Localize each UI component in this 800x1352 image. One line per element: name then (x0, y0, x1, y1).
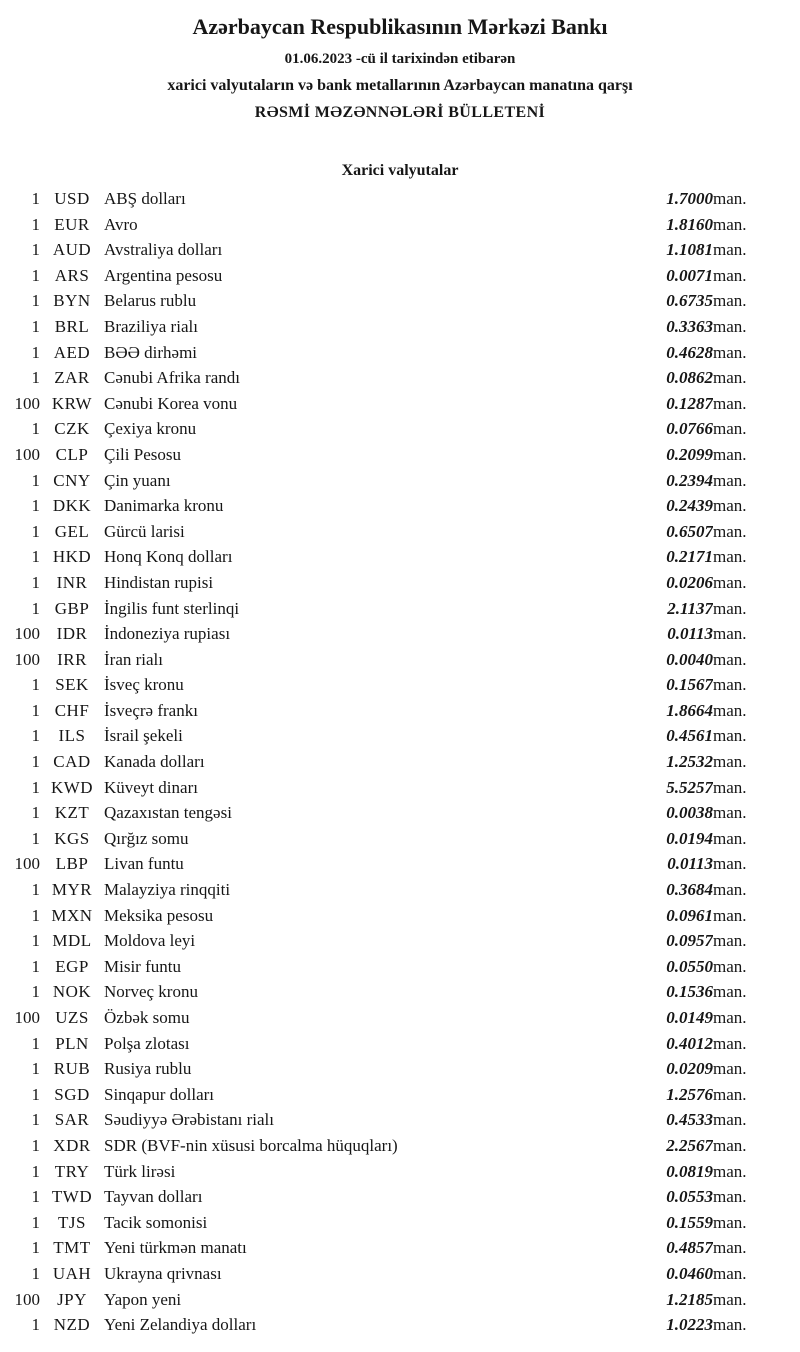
currency-name: İndoneziya rupiası (104, 624, 231, 644)
currency-unit-label: man. (713, 470, 747, 490)
currency-name: Livan funtu (104, 854, 184, 874)
currency-code: SEK (55, 675, 89, 695)
currency-quantity: 1 (31, 1187, 40, 1207)
currency-quantity: 1 (31, 1263, 40, 1283)
currency-quantity: 1 (31, 368, 40, 388)
currency-name: Qırğız somu (104, 828, 189, 848)
currency-unit-label: man. (713, 1059, 747, 1079)
currency-code: NZD (53, 1315, 91, 1335)
currency-rate: 0.6735 (666, 291, 713, 311)
currency-code: TRY (54, 1161, 90, 1181)
currency-name: Avstraliya dolları (104, 240, 223, 260)
currency-rate: 0.2439 (666, 496, 713, 516)
bulletin-subtitle: xarici valyutaların və bank metallarının Azərbaycan manatına qarşı (167, 77, 633, 94)
currency-row-uah (0, 1261, 800, 1287)
currency-name: Tacik somonisi (104, 1212, 208, 1232)
currency-rate: 0.4628 (666, 342, 713, 362)
currency-row-sar (0, 1107, 800, 1133)
currency-code: KWD (50, 777, 94, 797)
currency-row-aed (0, 340, 800, 366)
currency-unit-label: man. (713, 189, 747, 208)
currency-rate: 2.2567 (666, 1135, 713, 1155)
currency-unit-label: man. (713, 265, 747, 285)
currency-name: Norveç kronu (104, 982, 198, 1002)
currency-unit-label: man. (713, 828, 747, 848)
currency-code: PLN (55, 1033, 89, 1053)
currency-quantity: 1 (31, 265, 40, 285)
currency-quantity: 1 (31, 240, 40, 260)
currency-unit-label: man. (713, 905, 747, 925)
currency-row-tmt (0, 1235, 800, 1261)
currency-rate: 0.0957 (666, 931, 713, 951)
currency-code: GEL (54, 521, 90, 541)
currency-name: Türk lirəsi (104, 1161, 176, 1181)
currency-row-idr (0, 621, 800, 647)
currency-row-irr (0, 647, 800, 673)
currency-code: DKK (52, 496, 92, 516)
currency-code: NOK (52, 982, 92, 1002)
currency-code: TWD (51, 1187, 93, 1207)
currency-unit-label: man. (713, 1289, 747, 1309)
currency-quantity: 1 (31, 521, 40, 541)
currency-name: Tayvan dolları (104, 1187, 203, 1207)
currency-code: SAR (54, 1110, 90, 1130)
currency-code: ARS (54, 265, 90, 285)
currency-row-sgd (0, 1082, 800, 1108)
currency-quantity: 100 (14, 624, 40, 644)
currency-name: Belarus rublu (104, 291, 197, 311)
currency-row-kwd (0, 775, 800, 801)
currency-rate: 1.0223 (666, 1315, 713, 1335)
currency-rate: 0.6507 (666, 521, 713, 541)
currency-name: Küveyt dinarı (104, 777, 198, 797)
currency-name: Danimarka kronu (104, 496, 224, 516)
currency-quantity: 100 (14, 1289, 40, 1309)
currency-name: İran rialı (104, 649, 163, 669)
currency-rate: 0.2099 (666, 444, 713, 464)
currency-quantity: 1 (31, 547, 40, 567)
currency-name: Avro (104, 214, 138, 234)
currency-code: BYN (53, 291, 91, 311)
currency-code: LBP (55, 854, 89, 874)
currency-row-dkk (0, 493, 800, 519)
currency-rate: 0.4857 (666, 1238, 713, 1258)
currency-name: Malayziya rinqqiti (104, 880, 231, 900)
currency-quantity: 100 (14, 649, 40, 669)
currency-unit-label: man. (713, 419, 747, 439)
currency-row-krw (0, 391, 800, 417)
currency-code: RUB (53, 1059, 91, 1079)
currency-code: CNY (53, 470, 91, 490)
currency-row-nok (0, 979, 800, 1005)
currency-code: CLP (55, 444, 89, 464)
currency-code: ZAR (54, 368, 90, 388)
currency-unit-label: man. (713, 982, 747, 1002)
currency-quantity: 1 (31, 803, 40, 823)
currency-code: UAH (52, 1263, 92, 1283)
currency-row-egp (0, 954, 800, 980)
currency-quantity: 1 (31, 752, 40, 772)
currency-unit-label: man. (713, 1008, 747, 1027)
currency-unit-label: man. (713, 880, 747, 900)
currency-row-gbp (0, 596, 800, 622)
currency-quantity: 1 (31, 777, 40, 797)
currency-code: EUR (54, 214, 90, 234)
currency-unit-label: man. (713, 547, 747, 567)
currency-code: KGS (54, 828, 90, 848)
currency-code: AUD (52, 240, 92, 260)
currency-unit-label: man. (713, 956, 747, 976)
effective-date-line: 01.06.2023 -cü il tarixindən etibarən (284, 51, 516, 67)
currency-unit-label: man. (713, 1212, 747, 1232)
currency-quantity: 1 (31, 982, 40, 1002)
currency-unit-label: man. (713, 393, 747, 413)
currency-name: Polşa zlotası (104, 1033, 190, 1053)
currency-rate: 1.7000 (666, 189, 713, 208)
currency-name: Səudiyyə Ərəbistanı rialı (104, 1110, 274, 1130)
currency-rate: 0.0194 (666, 828, 713, 848)
currency-quantity: 1 (31, 189, 40, 208)
currency-unit-label: man. (713, 316, 747, 336)
bank-title: Azərbaycan Respublikasının Mərkəzi Bankı (192, 14, 608, 39)
currency-name: Sinqapur dolları (104, 1084, 215, 1104)
currency-quantity: 100 (14, 444, 40, 464)
currency-rate: 0.4561 (666, 726, 713, 746)
currency-rate: 0.0819 (666, 1161, 713, 1181)
currency-rate: 0.1287 (666, 393, 713, 413)
currency-rate: 0.3684 (666, 880, 713, 900)
currency-unit-label: man. (713, 1315, 747, 1335)
currency-code: AED (53, 342, 91, 362)
currency-rate: 5.5257 (666, 777, 713, 797)
currency-code: HKD (52, 547, 92, 567)
currency-unit-label: man. (713, 1084, 747, 1104)
currency-unit-label: man. (713, 1263, 747, 1283)
currency-quantity: 1 (31, 1238, 40, 1258)
currency-rate: 0.3363 (666, 316, 713, 336)
currency-name: Hindistan rupisi (104, 572, 214, 592)
currency-rate: 1.2185 (666, 1289, 713, 1309)
currency-quantity: 1 (31, 726, 40, 746)
currency-name: Qazaxıstan tengəsi (104, 803, 232, 823)
currency-code: CAD (53, 752, 91, 772)
currency-rates-table (0, 186, 800, 1338)
currency-row-inr (0, 570, 800, 596)
currency-quantity: 100 (14, 1008, 40, 1027)
currency-code: USD (54, 189, 90, 208)
currency-quantity: 1 (31, 1084, 40, 1104)
currency-row-uzs (0, 1005, 800, 1031)
currency-unit-label: man. (713, 444, 747, 464)
currency-row-jpy (0, 1287, 800, 1313)
currency-unit-label: man. (713, 598, 747, 618)
currency-unit-label: man. (713, 1110, 747, 1130)
currency-name: Yapon yeni (104, 1289, 182, 1309)
currency-quantity: 1 (31, 598, 40, 618)
currency-row-nzd (0, 1312, 800, 1338)
currency-rate: 0.1536 (666, 982, 713, 1002)
currency-unit-label: man. (713, 1187, 747, 1207)
currency-rate: 0.0766 (666, 419, 713, 439)
currency-row-brl (0, 314, 800, 340)
currency-quantity: 1 (31, 316, 40, 336)
currency-unit-label: man. (713, 521, 747, 541)
currency-unit-label: man. (713, 803, 747, 823)
currency-code: ILS (58, 726, 86, 746)
currency-rate: 0.2394 (666, 470, 713, 490)
currency-name: Moldova leyi (104, 931, 196, 951)
currency-quantity: 1 (31, 291, 40, 311)
currency-row-pln (0, 1031, 800, 1057)
currency-row-rub (0, 1056, 800, 1082)
currency-row-eur (0, 212, 800, 238)
currency-row-twd (0, 1184, 800, 1210)
section-title-foreign-currencies: Xarici valyutalar (341, 162, 459, 179)
currency-code: IRR (57, 649, 87, 669)
currency-code: MXN (51, 905, 93, 925)
currency-quantity: 1 (31, 828, 40, 848)
currency-row-ars (0, 263, 800, 289)
currency-quantity: 1 (31, 880, 40, 900)
currency-rate: 1.2532 (666, 752, 713, 772)
currency-name: Ukrayna qrivnası (104, 1263, 222, 1283)
currency-rate: 0.1567 (666, 675, 713, 695)
currency-quantity: 1 (31, 419, 40, 439)
currency-rate: 0.2171 (666, 547, 713, 567)
currency-name: Argentina pesosu (104, 265, 223, 285)
currency-rate: 0.0149 (666, 1008, 713, 1027)
currency-quantity: 1 (31, 1135, 40, 1155)
currency-rate: 0.0209 (666, 1059, 713, 1079)
currency-name: BƏƏ dirhəmi (104, 342, 198, 362)
currency-code: TJS (58, 1212, 86, 1232)
currency-quantity: 1 (31, 496, 40, 516)
currency-unit-label: man. (713, 1161, 747, 1181)
currency-code: BRL (54, 316, 90, 336)
currency-unit-label: man. (713, 1135, 747, 1155)
currency-rate: 1.2576 (666, 1084, 713, 1104)
currency-unit-label: man. (713, 572, 747, 592)
currency-unit-label: man. (713, 291, 747, 311)
currency-rate: 0.0040 (666, 649, 713, 669)
currency-code: KRW (51, 393, 93, 413)
currency-row-mxn (0, 903, 800, 929)
currency-quantity: 1 (31, 1110, 40, 1130)
currency-row-myr (0, 877, 800, 903)
currency-row-byn (0, 288, 800, 314)
currency-rate: 0.4012 (666, 1033, 713, 1053)
currency-quantity: 1 (31, 1161, 40, 1181)
currency-quantity: 1 (31, 342, 40, 362)
currency-rate: 0.0460 (666, 1263, 713, 1283)
currency-code: UZS (55, 1008, 89, 1027)
currency-name: Braziliya rialı (104, 316, 198, 336)
currency-code: CHF (54, 700, 90, 720)
currency-quantity: 1 (31, 572, 40, 592)
currency-row-aud (0, 237, 800, 263)
currency-quantity: 1 (31, 1212, 40, 1232)
currency-row-xdr (0, 1133, 800, 1159)
currency-name: Misir funtu (104, 956, 181, 976)
currency-name: Özbək somu (104, 1008, 190, 1027)
currency-quantity: 1 (31, 675, 40, 695)
currency-row-clp (0, 442, 800, 468)
currency-name: İngilis funt sterlinqi (104, 598, 240, 618)
currency-name: Yeni türkmən manatı (104, 1238, 247, 1258)
currency-unit-label: man. (713, 496, 747, 516)
currency-name: Kanada dolları (104, 752, 205, 772)
currency-row-hkd (0, 544, 800, 570)
currency-name: İsrail şekeli (104, 726, 183, 746)
currency-rate: 0.1559 (666, 1212, 713, 1232)
currency-unit-label: man. (713, 931, 747, 951)
currency-unit-label: man. (713, 342, 747, 362)
currency-code: MDL (52, 931, 92, 951)
currency-quantity: 1 (31, 700, 40, 720)
currency-quantity: 1 (31, 1059, 40, 1079)
currency-quantity: 1 (31, 956, 40, 976)
currency-row-sek (0, 672, 800, 698)
currency-row-mdl (0, 928, 800, 954)
currency-quantity: 1 (31, 214, 40, 234)
currency-code: XDR (53, 1135, 91, 1155)
currency-quantity: 1 (31, 931, 40, 951)
currency-code: GBP (54, 598, 90, 618)
currency-unit-label: man. (713, 214, 747, 234)
currency-name: Çili Pesosu (104, 444, 181, 464)
currency-rate: 0.0862 (666, 368, 713, 388)
currency-code: IDR (56, 624, 88, 644)
currency-quantity: 1 (31, 1315, 40, 1335)
currency-row-ils (0, 723, 800, 749)
currency-unit-label: man. (713, 752, 747, 772)
currency-code: CZK (54, 419, 90, 439)
currency-name: SDR (BVF-nin xüsusi borcalma hüquqları) (104, 1135, 398, 1155)
currency-name: Honq Konq dolları (104, 547, 233, 567)
currency-row-kgs (0, 826, 800, 852)
currency-row-tjs (0, 1210, 800, 1236)
currency-code: TMT (53, 1238, 91, 1258)
currency-rate: 0.0550 (666, 956, 713, 976)
currency-unit-label: man. (713, 1238, 747, 1258)
currency-quantity: 1 (31, 905, 40, 925)
currency-row-chf (0, 698, 800, 724)
currency-name: Meksika pesosu (104, 905, 214, 925)
currency-rate: 1.8664 (666, 700, 713, 720)
currency-name: İsveç kronu (104, 675, 184, 695)
currency-code: SGD (54, 1084, 90, 1104)
currency-rate: 2.1137 (667, 598, 713, 618)
currency-code: JPY (57, 1289, 87, 1309)
currency-row-czk (0, 416, 800, 442)
currency-name: Yeni Zelandiya dolları (104, 1315, 257, 1335)
currency-code: EGP (55, 956, 89, 976)
currency-name: İsveçrə frankı (104, 700, 198, 720)
currency-quantity: 1 (31, 1033, 40, 1053)
currency-rate: 1.1081 (666, 240, 713, 260)
currency-name: Çexiya kronu (104, 419, 197, 439)
currency-unit-label: man. (713, 854, 747, 874)
currency-row-kzt (0, 800, 800, 826)
currency-code: MYR (51, 880, 93, 900)
currency-rate: 0.0113 (667, 624, 713, 644)
currency-row-lbp (0, 851, 800, 877)
currency-row-cny (0, 468, 800, 494)
currency-rate: 1.8160 (666, 214, 713, 234)
currency-rate: 0.0113 (667, 854, 713, 874)
currency-name: ABŞ dolları (104, 189, 186, 208)
currency-rate: 0.0961 (666, 905, 713, 925)
currency-quantity: 100 (14, 393, 40, 413)
currency-row-try (0, 1159, 800, 1185)
currency-rate: 0.0206 (666, 572, 713, 592)
currency-code: INR (56, 572, 88, 592)
currency-rate: 0.0553 (666, 1187, 713, 1207)
bulletin-title: RƏSMİ MƏZƏNNƏLƏRİ BÜLLETENİ (254, 104, 546, 121)
currency-row-gel (0, 519, 800, 545)
currency-unit-label: man. (713, 726, 747, 746)
currency-rate: 0.0038 (666, 803, 713, 823)
currency-unit-label: man. (713, 700, 747, 720)
currency-unit-label: man. (713, 1033, 747, 1053)
currency-rate: 0.0071 (666, 265, 713, 285)
currency-row-cad (0, 749, 800, 775)
currency-quantity: 100 (14, 854, 40, 874)
currency-unit-label: man. (713, 675, 747, 695)
currency-name: Cənubi Korea vonu (104, 393, 238, 413)
currency-unit-label: man. (713, 624, 747, 644)
currency-unit-label: man. (713, 777, 747, 797)
currency-unit-label: man. (713, 649, 747, 669)
currency-unit-label: man. (713, 240, 747, 260)
currency-name: Gürcü larisi (104, 521, 185, 541)
currency-name: Çin yuanı (104, 470, 171, 490)
currency-name: Cənubi Afrika randı (104, 368, 240, 388)
currency-name: Rusiya rublu (104, 1059, 192, 1079)
currency-row-usd (0, 186, 800, 212)
currency-unit-label: man. (713, 368, 747, 388)
currency-row-zar (0, 365, 800, 391)
currency-quantity: 1 (31, 470, 40, 490)
currency-rates-body (0, 186, 800, 1338)
currency-code: KZT (54, 803, 90, 823)
currency-rate: 0.4533 (666, 1110, 713, 1130)
